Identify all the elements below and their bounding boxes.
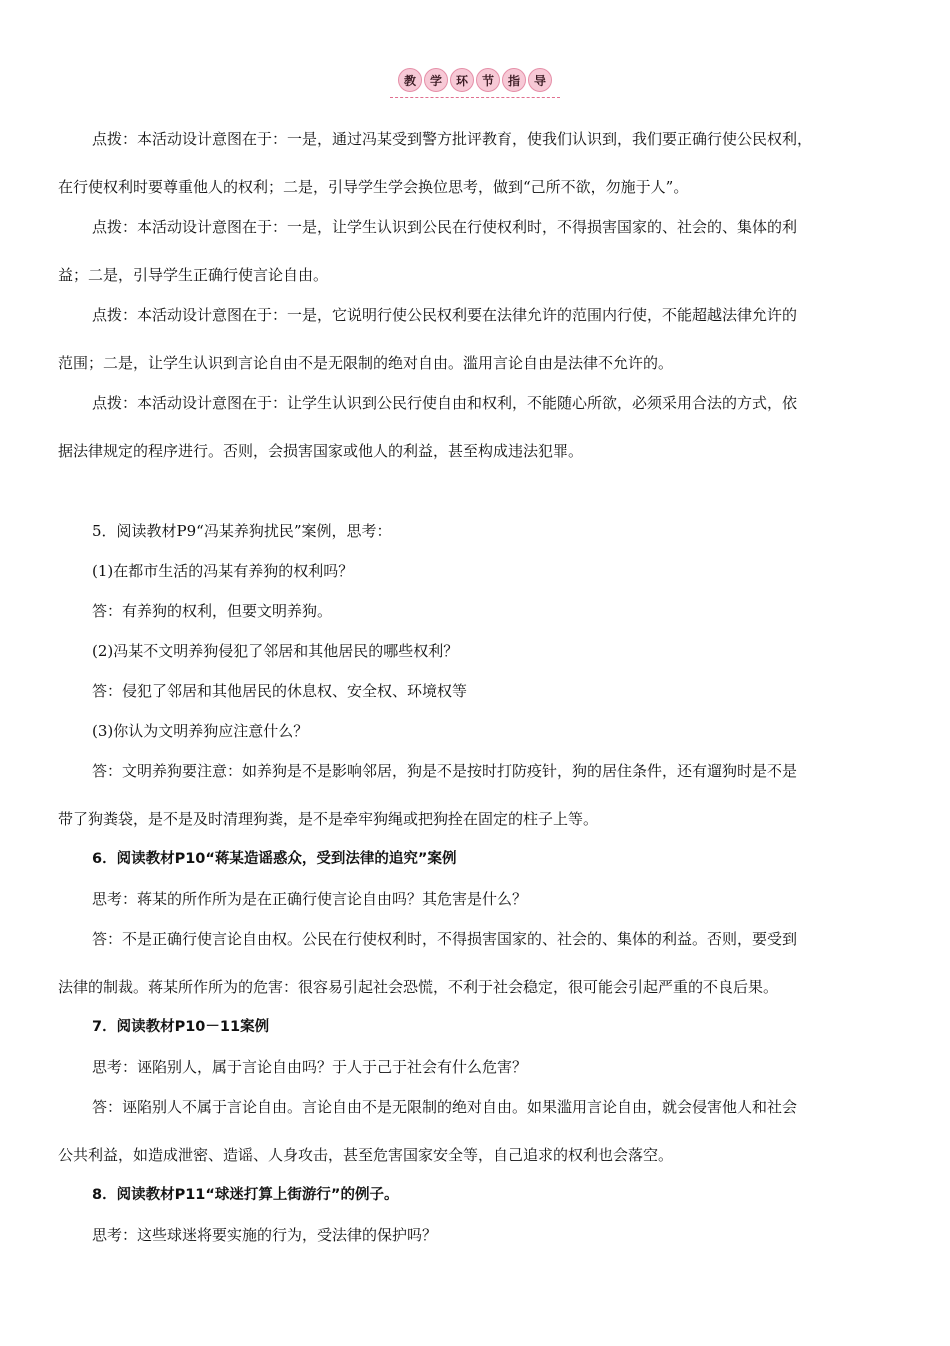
section-5-question-1: (1)在都市生活的冯某有养狗的权利吗？ bbox=[92, 562, 354, 580]
section-5-title: 5．阅读教材P9“冯某养狗扰民”案例，思考： bbox=[92, 522, 392, 540]
header-char: 指 bbox=[502, 68, 526, 92]
tip-3-line-1: 点拨：本活动设计意图在于：一是，它说明行使公民权利要在法律允许的范围内行使，不能超越法律允许的 bbox=[92, 306, 798, 324]
tip-3-line-2: 范围；二是，让学生认识到言论自由不是无限制的绝对自由。滥用言论自由是法律不允许的。 bbox=[58, 354, 674, 372]
header-char: 节 bbox=[476, 68, 500, 92]
section-6-answer-line-1: 答：不是正确行使言论自由权。公民在行使权利时，不得损害国家的、社会的、集体的利益。否则，要受到 bbox=[92, 930, 798, 948]
section-5-answer-2: 答：侵犯了邻居和其他居民的休息权、安全权、环境权等 bbox=[92, 682, 468, 700]
section-5-question-3: (3)你认为文明养狗应注意什么？ bbox=[92, 722, 309, 740]
header-char: 学 bbox=[424, 68, 448, 92]
section-5-answer-1: 答：有养狗的权利，但要文明养狗。 bbox=[92, 602, 333, 620]
section-5-answer-3-line-1: 答：文明养狗要注意：如养狗是不是影响邻居，狗是不是按时打防疫针，狗的居住条件，还有遛狗时是不是 bbox=[92, 762, 798, 780]
section-5-answer-3-line-2: 带了狗粪袋，是不是及时清理狗粪，是不是牵牢狗绳或把狗拴在固定的柱子上等。 bbox=[58, 810, 599, 828]
header-char: 环 bbox=[450, 68, 474, 92]
section-6-answer-line-2: 法律的制裁。蒋某所作所为的危害：很容易引起社会恐慌，不利于社会稳定，很可能会引起严重的不良后果。 bbox=[58, 978, 779, 996]
tip-1-line-1: 点拨：本活动设计意图在于：一是，通过冯某受到警方批评教育，使我们认识到，我们要正确行使公民权利， bbox=[92, 130, 813, 148]
tip-4-line-2: 据法律规定的程序进行。否则，会损害国家或他人的利益，甚至构成违法犯罪。 bbox=[58, 442, 584, 460]
section-7-title: 7．阅读教材P10－11案例 bbox=[92, 1019, 270, 1035]
tip-1-line-2: 在行使权利时要尊重他人的权利；二是，引导学生学会换位思考，做到“己所不欲，勿施于人”。 bbox=[58, 178, 689, 196]
section-7-question: 思考：诬陷别人，属于言论自由吗？于人于己于社会有什么危害？ bbox=[92, 1058, 528, 1076]
section-header bbox=[0, 68, 950, 98]
header-char: 导 bbox=[528, 68, 552, 92]
section-6-title: 6．阅读教材P10“蒋某造谣惑众，受到法律的追究”案例 bbox=[92, 851, 457, 867]
section-8-question: 思考：这些球迷将要实施的行为，受法律的保护吗？ bbox=[92, 1226, 438, 1244]
section-7-answer-line-1: 答：诬陷别人不属于言论自由。言论自由不是无限制的绝对自由。如果滥用言论自由，就会侵害他人和社会 bbox=[92, 1098, 798, 1116]
section-6-question: 思考：蒋某的所作所为是在正确行使言论自由吗？其危害是什么？ bbox=[92, 890, 528, 908]
header-badges bbox=[398, 68, 552, 98]
tip-2-line-1: 点拨：本活动设计意图在于：一是，让学生认识到公民在行使权利时，不得损害国家的、社会的、集体的利 bbox=[92, 218, 798, 236]
header-char: 教 bbox=[398, 68, 422, 92]
section-5-question-2: (2)冯某不文明养狗侵犯了邻居和其他居民的哪些权利？ bbox=[92, 642, 459, 660]
section-7-answer-line-2: 公共利益，如造成泄密、造谣、人身攻击，甚至危害国家安全等，自己追求的权利也会落空。 bbox=[58, 1146, 674, 1164]
tip-4-line-1: 点拨：本活动设计意图在于：让学生认识到公民行使自由和权利，不能随心所欲，必须采用合法的方式，依 bbox=[92, 394, 798, 412]
tip-2-line-2: 益；二是，引导学生正确行使言论自由。 bbox=[58, 266, 329, 284]
section-8-title: 8．阅读教材P11“球迷打算上街游行”的例子。 bbox=[92, 1187, 399, 1203]
